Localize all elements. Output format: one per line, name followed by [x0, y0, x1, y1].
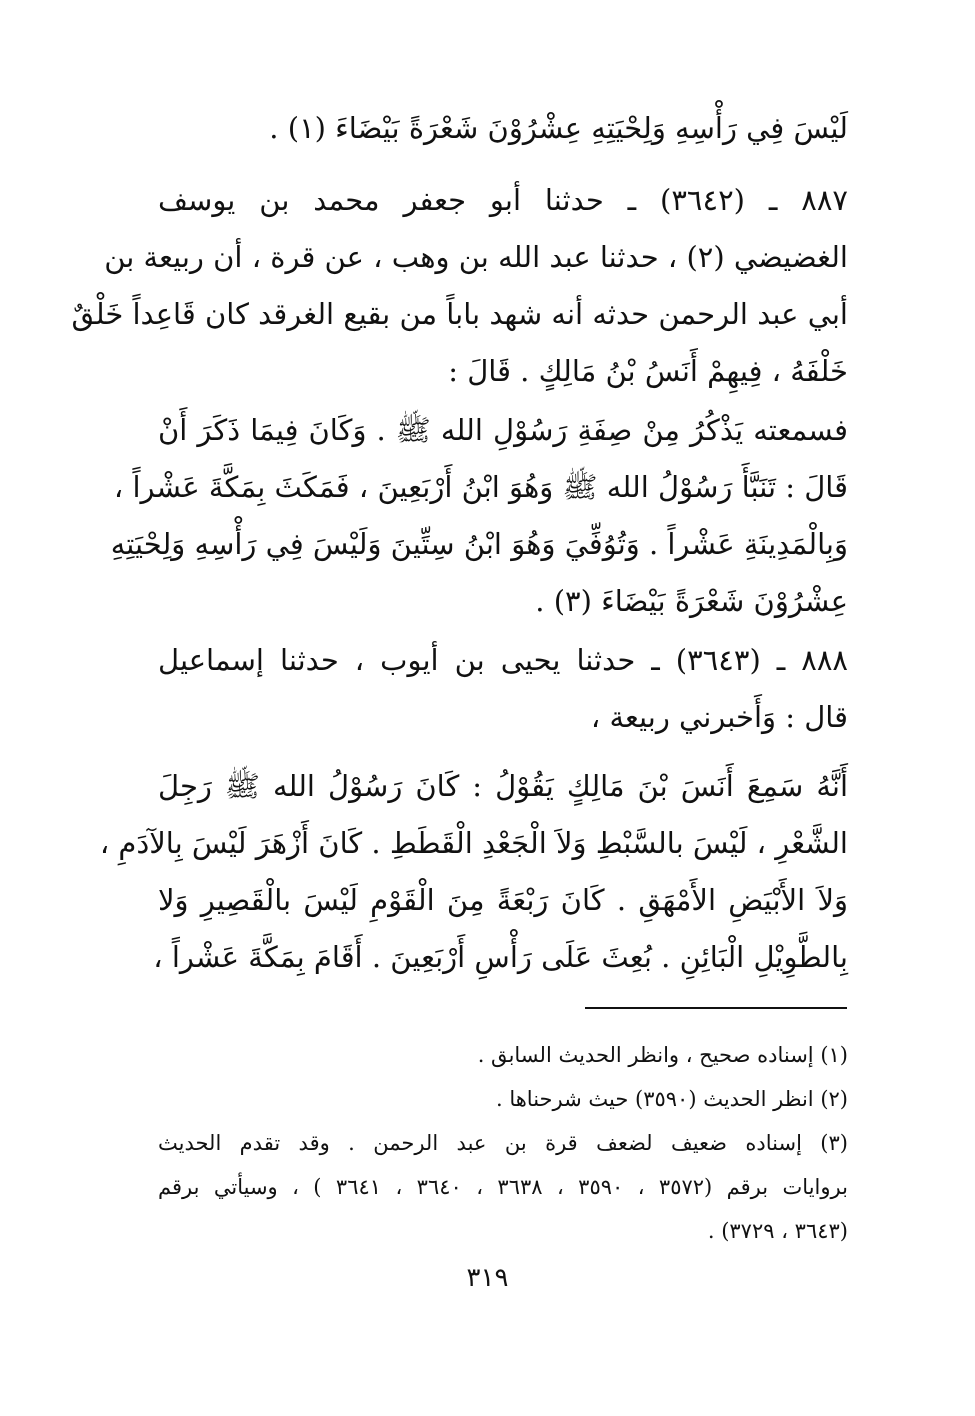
hadith-888-text	[99, 758, 848, 986]
text-line: ٨٨٧ ـ (٣٦٤٢) ـ حدثنا أبو جعفر محمد بن يوسف	[158, 183, 848, 217]
text-line: قَالَ : تَنَبَّأَ رَسُوْلُ الله ﷺ وَهُوَ ابْنُ أَرْبَعِينَ ، فَمَكَثَ بِمَكَّةَ عَشْراً ،	[113, 470, 848, 504]
footnote-2: (٢) انظر الحديث (٣٥٩٠) حيث شرحناها .	[495, 1087, 848, 1111]
footnote-3-line: (٣) إسناده ضعيف لضعف قرة بن عبد الرحمن . وقد تقدم الحديث	[158, 1131, 848, 1155]
paragraph-continuation	[158, 100, 848, 157]
text-line: ٨٨٨ ـ (٣٦٤٣) ـ حدثنا يحيى بن أيوب ، حدثنا إسماعيل	[158, 643, 849, 677]
text-line: الشَّعْرِ ، لَيْسَ بالسَّبْطِ وَلاَ الْجَعْدِ الْقَطَطِ . كَانَ أَزْهَرَ لَيْسَ بِالآدَمِ ،	[99, 826, 848, 860]
text-line: خَلْفَهُ ، فِيهِمْ أَنَسُ بْنُ مَالِكٍ . قَالَ :	[448, 354, 848, 388]
text-line: عِشْرُوْنَ شَعْرَةً بَيْضَاءَ (٣) .	[535, 584, 848, 618]
text-line: أبي عبد الرحمن حدثه أنه شهد باباً من بقيع الغرقد كان قَاعِداً خَلْقٌ	[71, 297, 848, 331]
footnote-3-line: (٣٦٤٣ ، ٣٧٢٩) .	[707, 1219, 848, 1243]
hadith-888-chain	[158, 632, 848, 746]
text-line: وَلاَ الأَبْيَضِ الأَمْهَقِ . كَانَ رَبْعَةً مِنَ الْقَوْمِ لَيْسَ بالْقَصِيرِ وَلا	[158, 883, 848, 917]
text-line: الغضيضي (٢) ، حدثنا عبد الله بن وهب ، عن قرة ، أن ربيعة بن	[104, 240, 848, 274]
text-line: أَنَّهُ سَمِعَ أَنَسَ بْنَ مَالِكٍ يَقُوْلُ : كَانَ رَسُوْلُ الله ﷺ رَجِلَ	[158, 769, 848, 803]
footnotes	[158, 1033, 848, 1253]
footnote-1: (١) إسناده صحيح ، وانظر الحديث السابق .	[477, 1043, 848, 1067]
page-number: ٣١٩	[466, 1263, 509, 1293]
footnote-3-line: بروايات برقم (٣٥٧٢ ، ٣٥٩٠ ، ٣٦٣٨ ، ٣٦٤٠ ، ٣٦٤١ ) ، وسيأتي برقم	[158, 1175, 848, 1199]
text-line: بِالطَّوِيْلِ الْبَائِنِ . بُعِثَ عَلَى رَأْسِ أَرْبَعِينَ . أَقَامَ بِمَكَّةَ عَشْراً ،	[153, 940, 848, 974]
footnote-divider	[585, 1007, 847, 1009]
text-line: لَيْسَ فِي رَأْسِهِ وَلِحْيَتِهِ عِشْرُوْنَ شَعْرَةً بَيْضَاءَ (١) .	[269, 111, 848, 145]
text-line: فسمعته يَذْكُرُ مِنْ صِفَةِ رَسُوْلِ الله ﷺ . وَكَانَ فِيمَا ذَكَرَ أَنْ	[158, 413, 848, 447]
text-line: قال : وَأَخبرني ربيعة ،	[590, 700, 848, 734]
hadith-887-chain	[71, 172, 848, 400]
text-line: وَبِالْمَدِينَةِ عَشْراً . وَتُوُفِّيَ وَهُوَ ابْنُ سِتِّينَ وَلَيْسَ فِي رَأْسِهِ وَلِحْيَتِهِ	[110, 527, 848, 561]
hadith-887-text	[110, 402, 848, 630]
